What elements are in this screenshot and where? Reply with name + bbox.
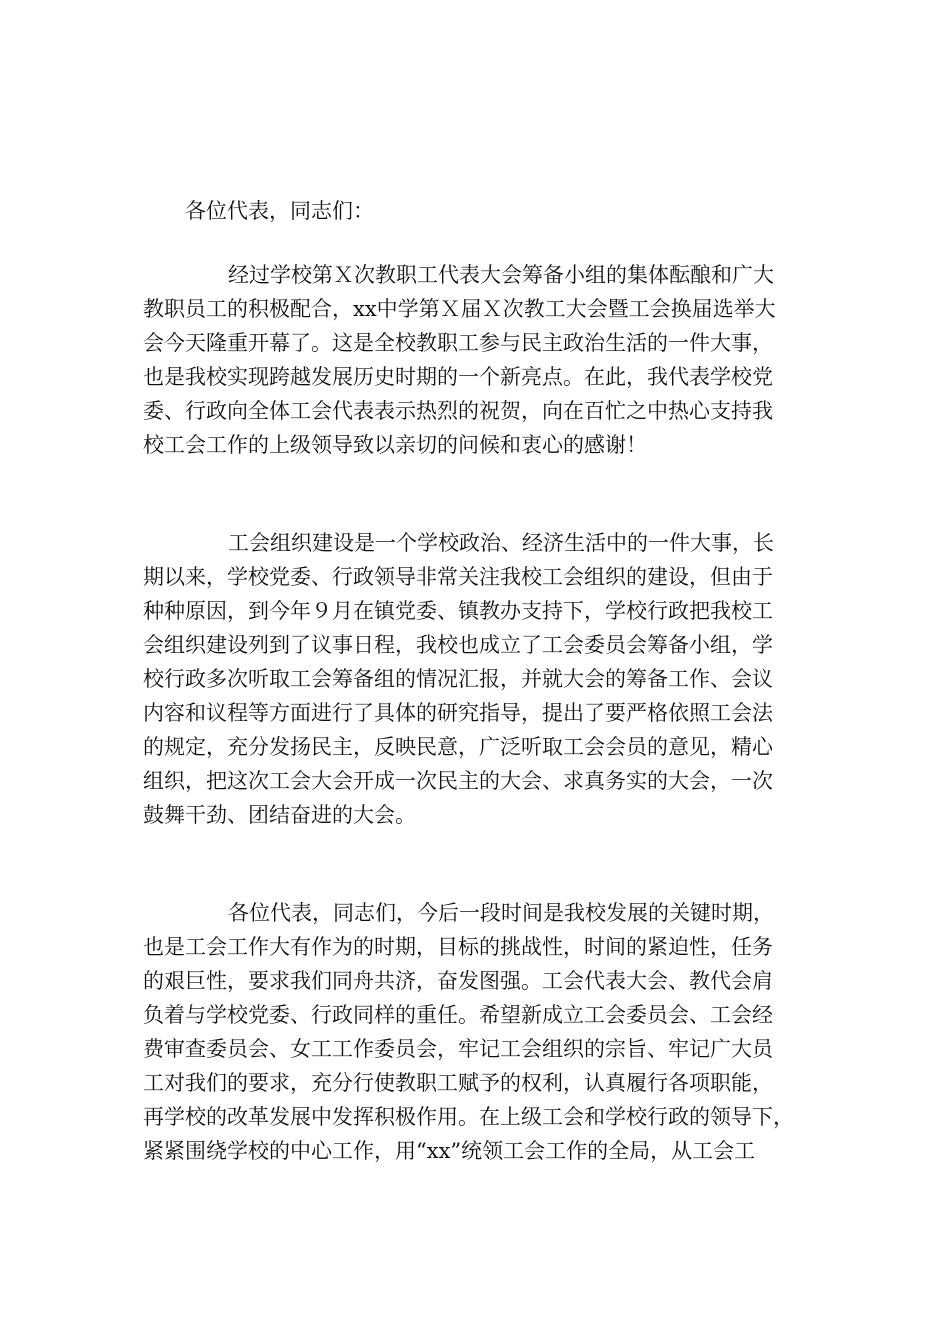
paragraph-line: 各位代表，同志们，今后一段时间是我校发展的关键时期， [228,901,774,925]
paragraph-line: 鼓舞干劲、团结奋进的大会。 [143,803,416,827]
paragraph-line: 再学校的改革发展中发挥积极作用。在上级工会和学校行政的领导下， [143,1105,794,1129]
paragraph-line: 工对我们的要求，充分行使教职工赋予的权利，认真履行各项职能， [143,1071,773,1095]
paragraph-line: 工会组织建设是一个学校政治、经济生活中的一件大事，长 [228,531,774,555]
paragraph-line: 种种原因，到今年９月在镇党委、镇教办支持下，学校行政把我校工 [143,599,773,623]
paragraph-line: 期以来，学校党委、行政领导非常关注我校工会组织的建设，但由于 [143,565,773,589]
paragraph-line: 也是我校实现跨越发展历史时期的一个新亮点。在此，我代表学校党 [143,365,773,389]
paragraph-1 [143,258,833,462]
paragraph-line: 组织，把这次工会大会开成一次民主的大会、求真务实的大会，一次 [143,769,773,793]
paragraph-3 [143,896,833,1168]
paragraph-line: 教职员工的积极配合，xx中学第Ｘ届Ｘ次教工大会暨工会换届选举大 [143,297,776,321]
paragraph-line: 的规定，充分发扬民主，反映民意，广泛听取工会会员的意见，精心 [143,735,773,759]
paragraph-line: 校工会工作的上级领导致以亲切的问候和衷心的感谢！ [143,433,647,457]
paragraph-2 [143,526,833,832]
paragraph-line: 也是工会工作大有作为的时期，目标的挑战性，时间的紧迫性，任务 [143,935,773,959]
paragraph-line: 费审查委员会、女工工作委员会，牢记工会组织的宗旨、牢记广大员 [143,1037,773,1061]
paragraph-line: 会今天隆重开幕了。这是全校教职工参与民主政治生活的一件大事， [143,331,773,355]
paragraph-line: 紧紧围绕学校的中心工作，用“xx”统领工会工作的全局，从工会工 [143,1139,756,1163]
paragraph-line: 经过学校第Ｘ次教职工代表大会筹备小组的集体酝酿和广大 [228,263,774,287]
paragraph-line: 委、行政向全体工会代表表示热烈的祝贺，向在百忙之中热心支持我 [143,399,773,423]
paragraph-line: 负着与学校党委、行政同样的重任。希望新成立工会委员会、工会经 [143,1003,773,1027]
paragraph-line: 内容和议程等方面进行了具体的研究指导，提出了要严格依照工会法 [143,701,773,725]
paragraph-line: 校行政多次听取工会筹备组的情况汇报，并就大会的筹备工作、会议 [143,667,773,691]
paragraph-line: 会组织建设列到了议事日程，我校也成立了工会委员会筹备小组，学 [143,633,773,657]
greeting: 各位代表，同志们： [185,199,374,223]
paragraph-line: 的艰巨性，要求我们同舟共济，奋发图强。工会代表大会、教代会肩 [143,969,773,993]
